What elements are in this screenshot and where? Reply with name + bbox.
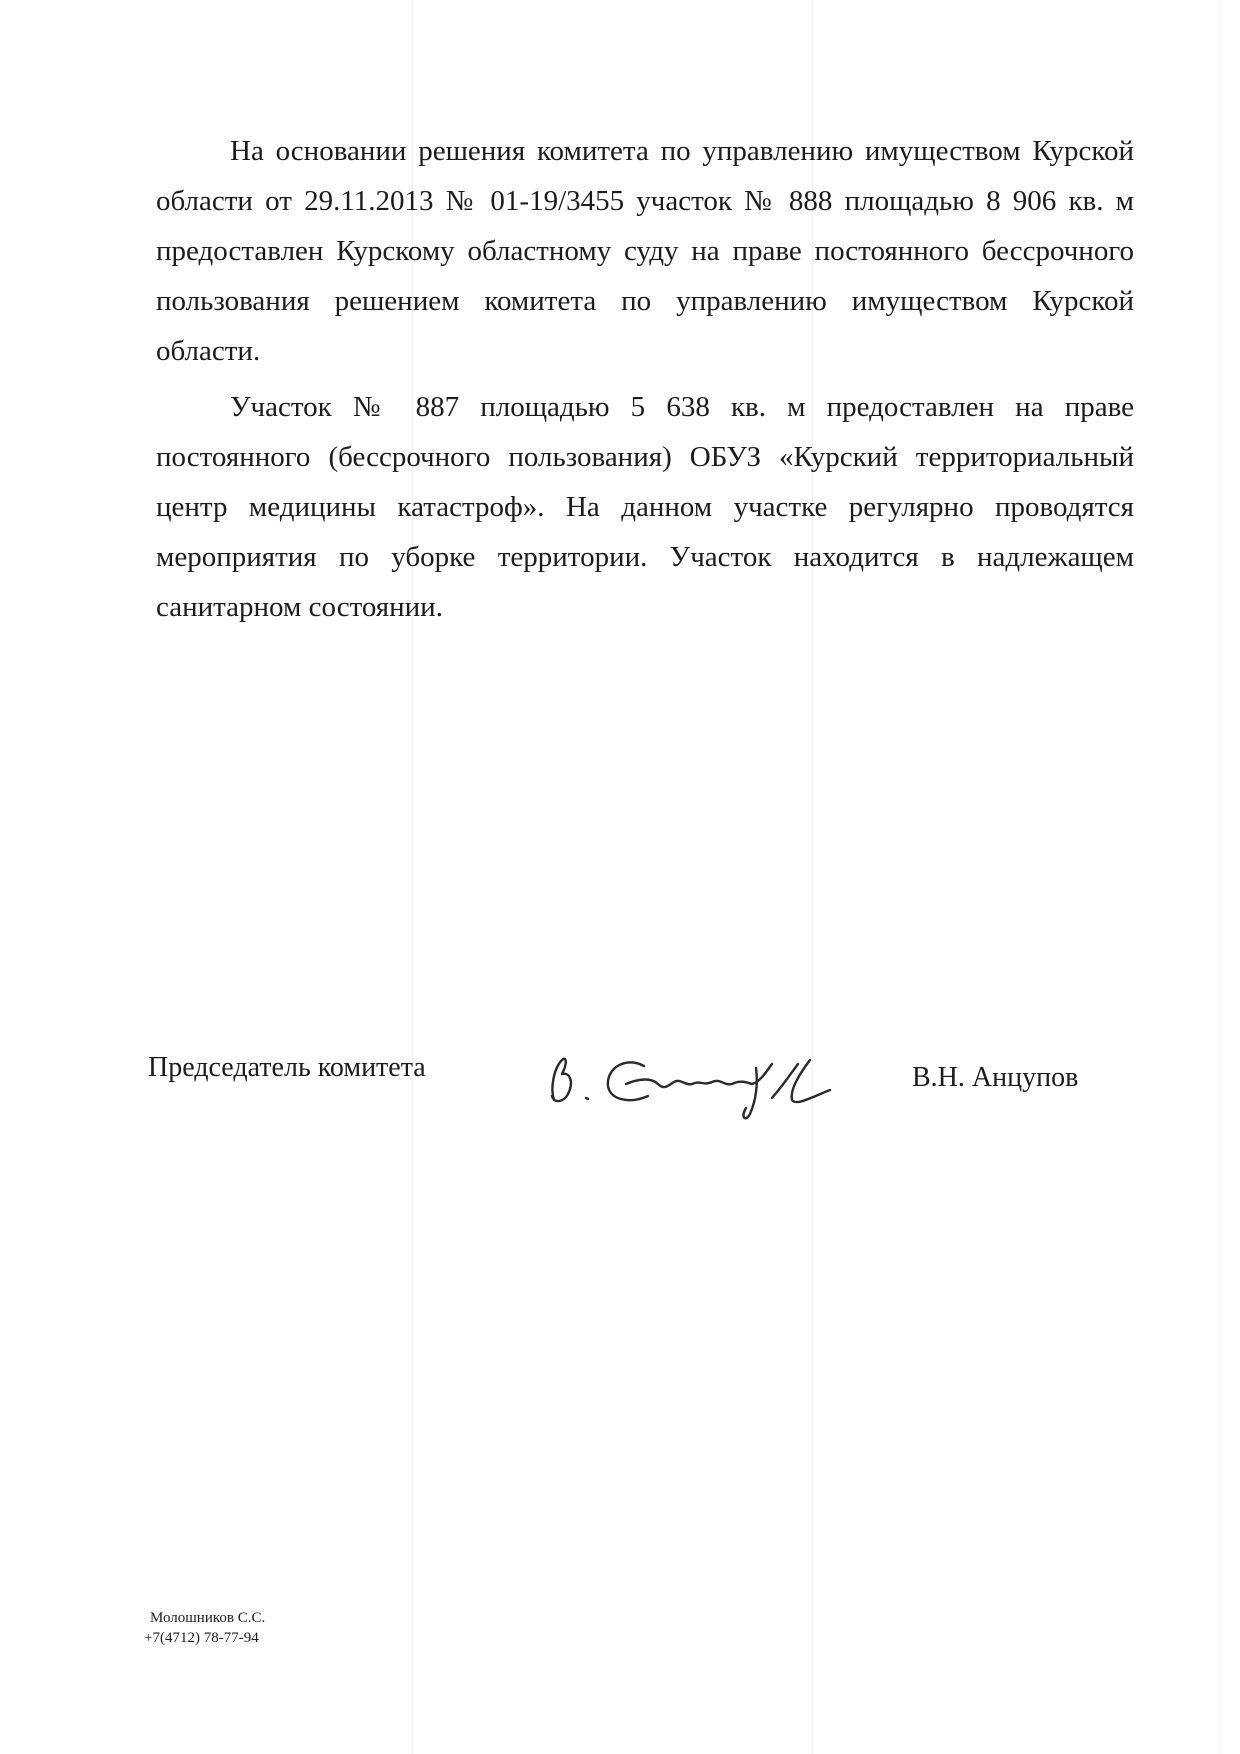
executor-name: Молошников С.С. [150, 1610, 266, 1626]
executor-info [144, 1608, 265, 1648]
handwritten-signature [540, 1038, 860, 1128]
executor-phone: +7(4712) 78-77-94 [144, 1630, 259, 1646]
signatory-role: Председатель комитета [148, 1052, 426, 1083]
paragraph-plot-888: На основании решения комитета по управлению имуществом Курской области от 29.11.2013 № 01-19/3455 участок № 888 площадью 8 906 кв. м предоставлен Курскому областному суду на праве постоянного бессрочного пользования решением комитета по управлению имуществом Курской области. [156, 135, 1134, 367]
paragraph-plot-887: Участок № 887 площадью 5 638 кв. м предоставлен на праве постоянного (бессрочного пользования) ОБУЗ «Курский территориальный центр медицины катастроф». На данном участке регулярно проводятся мероприятия по уборке территории. Участок находится в надлежащем санитарном состоянии. [156, 391, 1134, 623]
signatory-name: В.Н. Анцупов [912, 1062, 1079, 1093]
scan-crease-line [1220, 0, 1221, 1754]
